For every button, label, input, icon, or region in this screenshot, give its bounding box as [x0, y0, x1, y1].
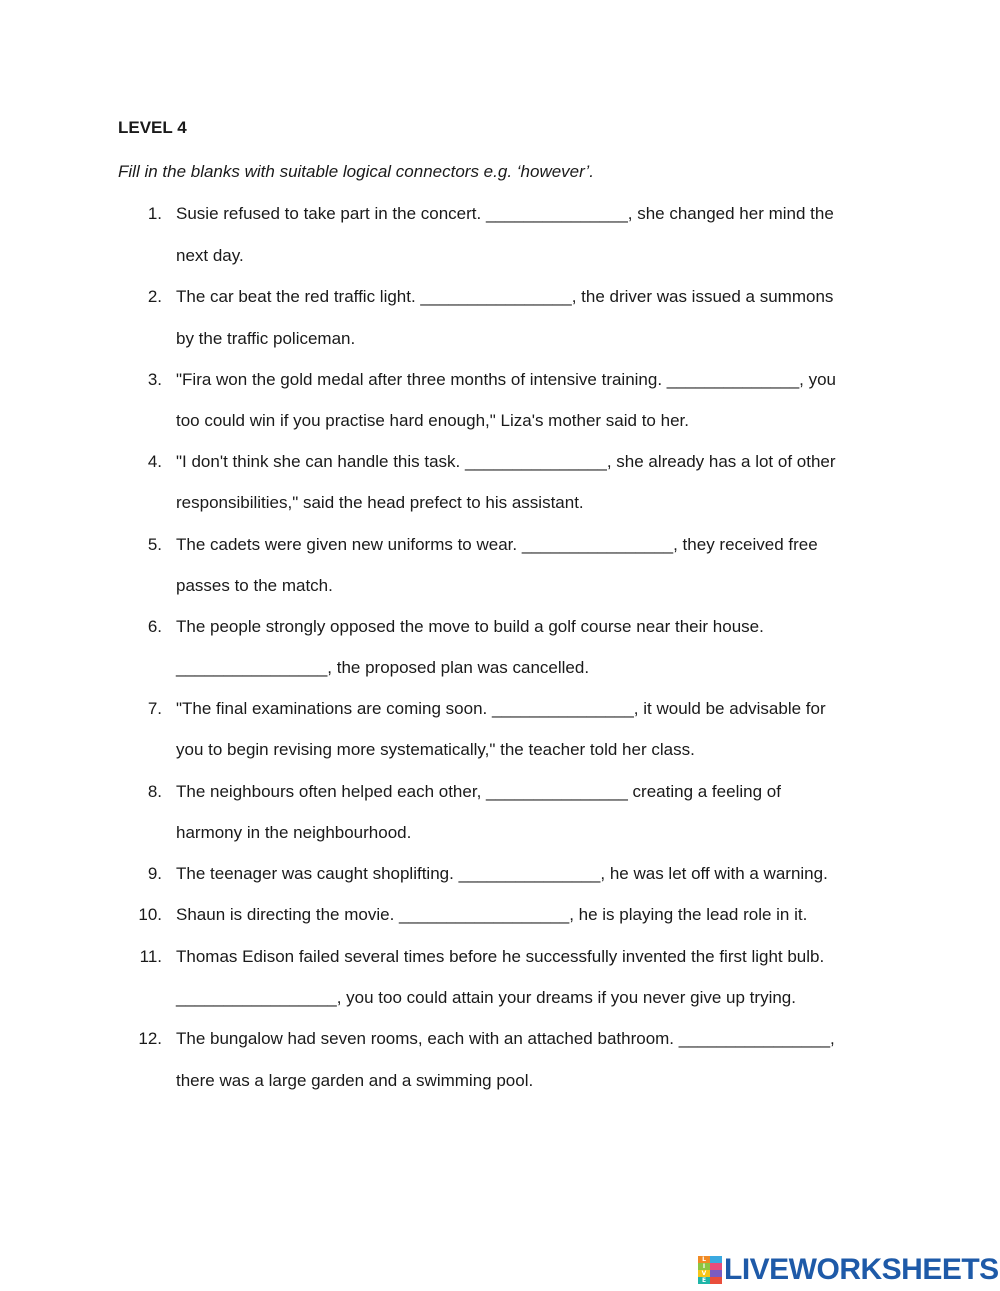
logo-text: LIVEWORKSHEETS: [724, 1253, 999, 1286]
question-number: 10.: [138, 905, 162, 924]
question-number: 11.: [139, 947, 162, 966]
instruction-text: Fill in the blanks with suitable logical connectors e.g. ‘however’.: [118, 162, 594, 181]
question-line: Shaun is directing the movie. __________________, he is playing the lead role in it.: [176, 905, 808, 924]
question-line: _________________, you too could attain your dreams if you never give up trying.: [176, 988, 796, 1007]
question-line: there was a large garden and a swimming pool.: [176, 1071, 534, 1090]
question-line: too could win if you practise hard enough," Liza's mother said to her.: [176, 411, 689, 430]
question-line: "Fira won the gold medal after three months of intensive training. ______________, you: [176, 370, 837, 389]
question-number: 3.: [147, 370, 162, 389]
logo-mark-icon: L I V E: [698, 1256, 722, 1284]
question-line: responsibilities," said the head prefect to his assistant.: [176, 493, 584, 512]
question-number: 12.: [138, 1029, 162, 1048]
question-line: The car beat the red traffic light. ________________, the driver was issued a summons: [176, 287, 834, 306]
question-line: passes to the match.: [176, 576, 333, 595]
question-line: Susie refused to take part in the concert. _______________, she changed her mind the: [176, 204, 834, 223]
question-line: Thomas Edison failed several times before he successfully invented the first light bulb.: [176, 947, 825, 966]
page-title: LEVEL 4: [118, 118, 187, 137]
question-line: harmony in the neighbourhood.: [176, 823, 412, 842]
question-line: "The final examinations are coming soon. _______________, it would be advisable for: [176, 699, 826, 718]
question-number: 4.: [147, 452, 162, 471]
question-number: 6.: [147, 617, 162, 636]
question-line: by the traffic policeman.: [176, 329, 356, 348]
question-line: you to begin revising more systematically," the teacher told her class.: [176, 740, 695, 759]
question-line: ________________, the proposed plan was cancelled.: [176, 658, 590, 677]
question-line: The people strongly opposed the move to build a golf course near their house.: [176, 617, 764, 636]
question-number: 9.: [147, 864, 162, 883]
question-line: The cadets were given new uniforms to wear. ________________, they received free: [176, 535, 818, 554]
question-number: 1.: [147, 204, 162, 223]
question-number: 5.: [147, 535, 162, 554]
liveworksheets-logo[interactable]: [698, 1254, 999, 1286]
question-line: next day.: [176, 246, 244, 265]
question-number: 2.: [147, 287, 162, 306]
question-line: "I don't think she can handle this task. _______________, she already has a lot of other: [176, 452, 836, 471]
question-number: 8.: [147, 782, 162, 801]
question-line: The teenager was caught shoplifting. _______________, he was let off with a warning.: [176, 864, 828, 883]
question-line: The neighbours often helped each other, _______________ creating a feeling of: [176, 782, 781, 801]
question-number: 7.: [147, 699, 162, 718]
question-line: The bungalow had seven rooms, each with an attached bathroom. ________________,: [176, 1029, 835, 1048]
